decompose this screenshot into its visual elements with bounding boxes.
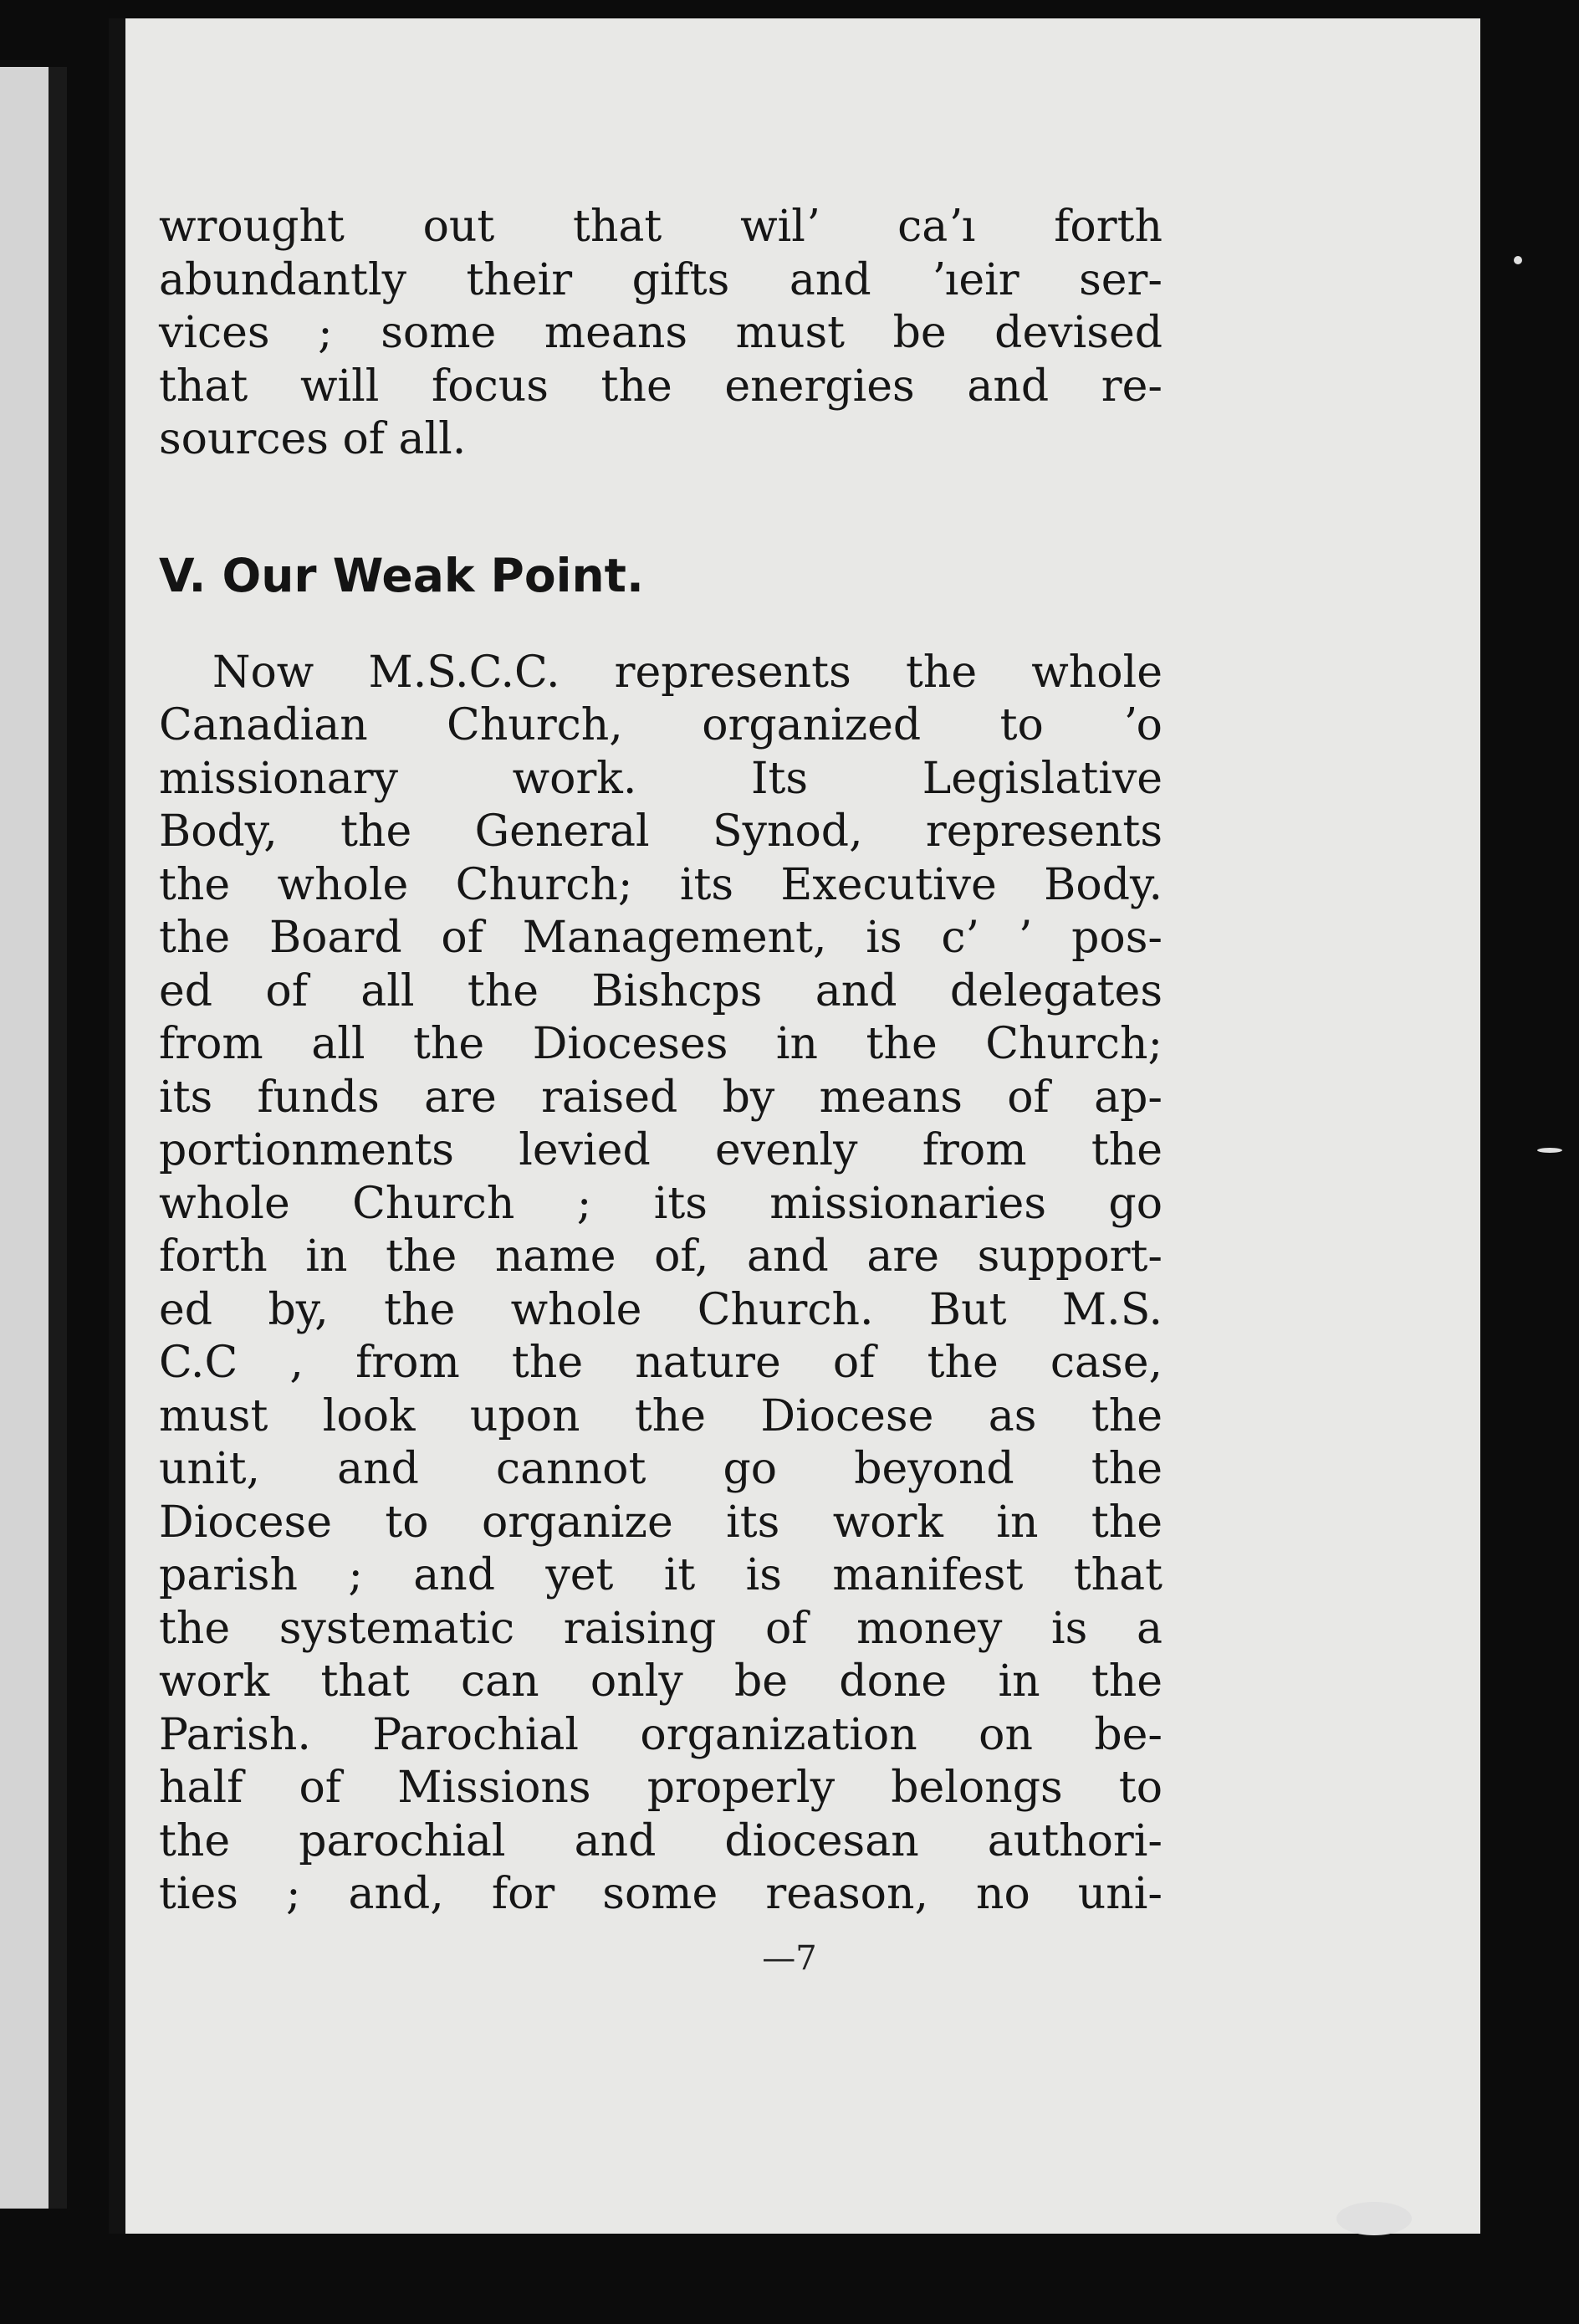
facing-page-edge xyxy=(0,67,50,2209)
scan-speck xyxy=(1514,256,1522,264)
text-line: unit, and cannot go beyond the xyxy=(159,1444,1163,1494)
text-line: wrought out that wilʼ caʼı forth xyxy=(159,202,1163,252)
scan-speck xyxy=(1537,1148,1562,1153)
text-line: sources of all. xyxy=(159,414,467,464)
text-line: parish ; and yet it is manifest that xyxy=(159,1550,1163,1600)
text-line: that will focus the energies and re- xyxy=(159,361,1163,412)
text-line: the systematic raising of money is a xyxy=(159,1603,1163,1654)
text-line: C.C , from the nature of the case, xyxy=(159,1338,1163,1388)
text-line: whole Church ; its missionaries go xyxy=(159,1178,1163,1229)
paragraph-1 xyxy=(159,201,1163,467)
page-text xyxy=(159,201,1163,1922)
text-line: Canadian Church, organized to ʼo xyxy=(159,700,1163,750)
text-line: the parochial and diocesan authori- xyxy=(159,1815,1163,1866)
text-line: Body, the General Synod, represents xyxy=(159,806,1163,857)
text-line: vices ; some means must be devised xyxy=(159,308,1163,358)
text-line: half of Missions properly belongs to xyxy=(159,1763,1163,1813)
page-number: —7 xyxy=(762,1939,817,1978)
text-line: ties ; and, for some reason, no uni- xyxy=(159,1869,1163,1919)
text-line: its funds are raised by means of ap- xyxy=(159,1072,1163,1123)
text-line: forth in the name of, and are support- xyxy=(159,1231,1163,1282)
text-line: missionary work. Its Legislative xyxy=(159,753,1163,804)
text-line: Diocese to organize its work in the xyxy=(159,1497,1163,1548)
text-line: ed by, the whole Church. But M.S. xyxy=(159,1284,1163,1335)
text-line: work that can only be done in the xyxy=(159,1656,1163,1707)
text-line: portionments levied evenly from the xyxy=(159,1125,1163,1175)
text-line: the whole Church; its Executive Body. xyxy=(159,859,1163,910)
scan-speck xyxy=(1336,2202,1412,2235)
text-line: must look upon the Diocese as the xyxy=(159,1390,1163,1441)
text-line: abundantly their gifts and ʼıeir ser- xyxy=(159,254,1163,305)
section-heading: V. Our Weak Point. xyxy=(159,548,644,602)
text-line: the Board of Management, is c’ ’ pos- xyxy=(159,913,1163,963)
text-line: Parish. Parochial organization on be- xyxy=(159,1709,1163,1760)
text-line: ed of all the Bishcps and delegates xyxy=(159,965,1163,1016)
text-line: from all the Dioceses in the Church; xyxy=(159,1019,1163,1069)
text-line: Now M.S.C.C. represents the whole xyxy=(212,647,1163,698)
binding-shadow xyxy=(49,67,67,2209)
paragraph-2 xyxy=(159,647,1163,1922)
